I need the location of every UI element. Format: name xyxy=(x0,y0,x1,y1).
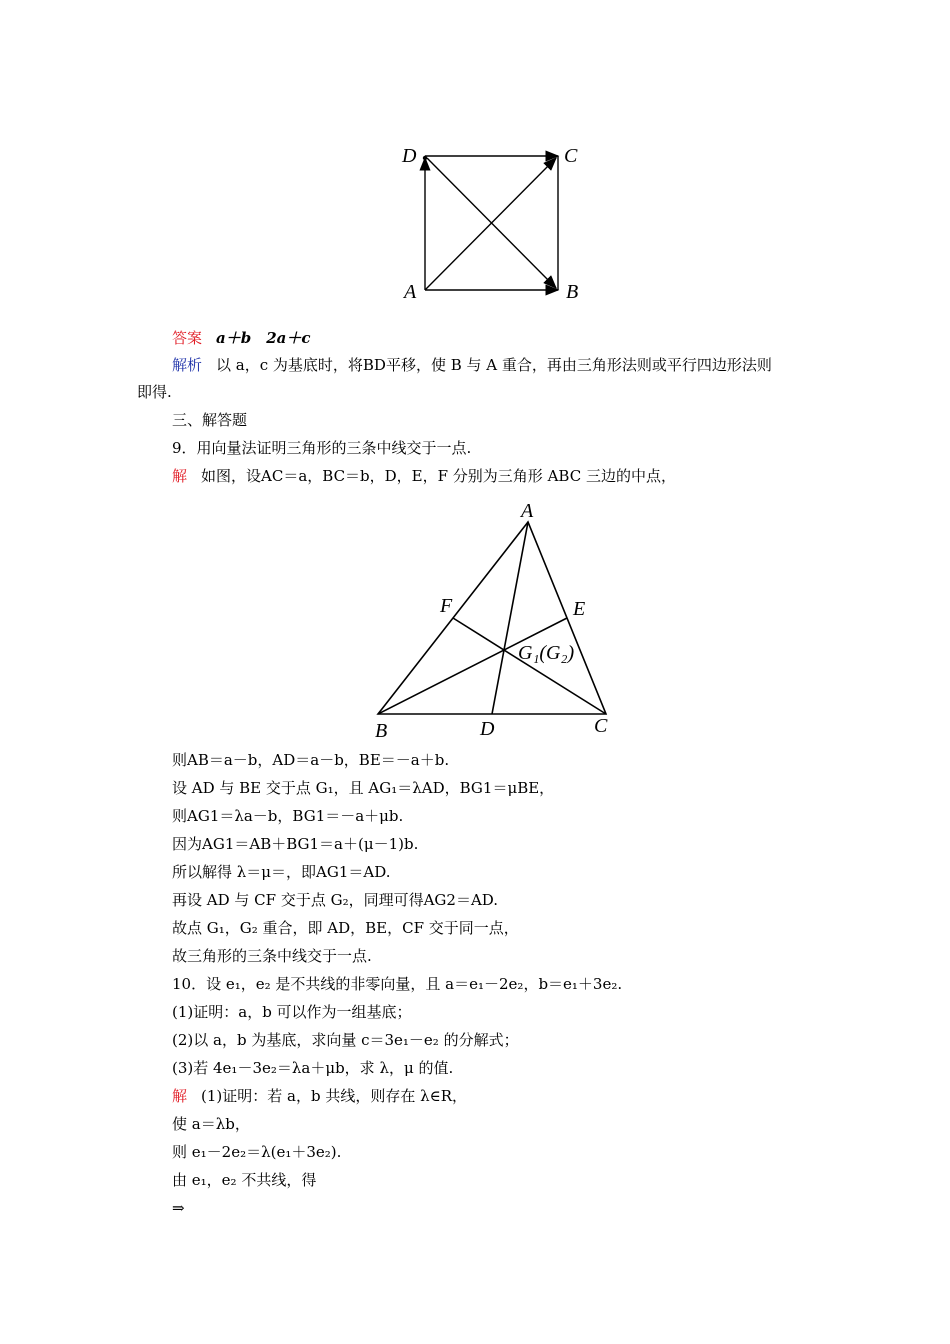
label-b: B xyxy=(375,720,388,742)
q9-solution-line-1 xyxy=(172,466,676,486)
q9-step-6: 再设 AD 与 CF 交于点 G₂，同理可得AG2＝AD. xyxy=(172,891,499,909)
diagonal-ac xyxy=(425,158,556,290)
q10-solution-line-3: 则 e₁－2e₂＝λ(e₁＋3e₂). xyxy=(172,1143,342,1161)
section-heading: 三、解答题 xyxy=(172,411,248,429)
q9-step-3: 则AG1＝λa－b，BG1＝－a＋μb. xyxy=(172,807,404,825)
median-be xyxy=(378,618,567,714)
q9-step-4: 因为AG1＝AB＋BG1＝a＋(μ－1)b. xyxy=(172,835,419,853)
analysis-line-1 xyxy=(172,355,772,375)
q10-solution-line-2: 使 a＝λb， xyxy=(172,1115,250,1133)
label-c: C xyxy=(564,145,578,167)
analysis-text: 以 a，c 为基底时，将BD平移，使 B 与 A 重合，再由三角形法则或平行四边形法则 xyxy=(216,356,772,374)
analysis-line-2: 即得. xyxy=(137,383,172,401)
label-a: A xyxy=(404,281,417,303)
median-ad xyxy=(492,522,528,714)
q9-step-7: 故点 G₁，G₂ 重合，即 AD，BE，CF 交于同一点， xyxy=(172,919,519,937)
label-a: A xyxy=(521,500,534,522)
q9-stem: 9．用向量法证明三角形的三条中线交于一点. xyxy=(172,439,472,457)
q10-part-2: (2)以 a，b 为基底，求向量 c＝3e₁－e₂ 的分解式； xyxy=(172,1031,519,1049)
q10-solution-line-5: ⇒ xyxy=(172,1199,185,1217)
q9-step-8: 故三角形的三条中线交于一点. xyxy=(172,947,372,965)
label-d: D xyxy=(480,718,495,740)
q9-step-2: 设 AD 与 BE 交于点 G₁，且 AG₁＝λAD，BG1＝μBE， xyxy=(172,779,555,797)
q10-solution-line-1 xyxy=(172,1086,467,1106)
q9-step-5: 所以解得 λ＝μ＝，即AG1＝AD. xyxy=(172,863,391,881)
q10-solution-line-4: 由 e₁，e₂ 不共线，得 xyxy=(172,1171,317,1189)
label-f: F xyxy=(440,595,453,617)
answer-text: a＋b 2a＋c xyxy=(216,329,311,347)
q10-stem: 10．设 e₁，e₂ 是不共线的非零向量，且 a＝e₁－2e₂，b＝e₁＋3e₂. xyxy=(172,975,623,993)
q9-solution-tag: 解 xyxy=(172,467,188,485)
answer-tag: 答案 xyxy=(172,329,203,347)
q10-solution-text: (1)证明：若 a，b 共线，则存在 λ∈R， xyxy=(201,1087,468,1105)
triangle-abc xyxy=(378,522,606,714)
q9-solution-text: 如图，设AC＝a，BC＝b，D，E，F 分别为三角形 ABC 三边的中点， xyxy=(201,467,676,485)
median-cf xyxy=(453,618,606,714)
q10-part-1: (1)证明：a，b 可以作为一组基底； xyxy=(172,1003,412,1021)
q10-part-3: (3)若 4e₁－3e₂＝λa＋μb，求 λ，μ 的值. xyxy=(172,1059,454,1077)
label-c: C xyxy=(594,715,608,737)
q9-step-1: 则AB＝a－b，AD＝a－b，BE＝－a＋b. xyxy=(172,751,450,769)
label-e: E xyxy=(573,598,586,620)
analysis-tag: 解析 xyxy=(172,356,203,374)
label-b: B xyxy=(566,281,579,303)
q10-solution-tag: 解 xyxy=(172,1087,188,1105)
label-d: D xyxy=(402,145,417,167)
answer-line xyxy=(172,328,311,348)
triangle-medians-figure xyxy=(358,494,628,746)
square-figure xyxy=(384,128,604,320)
label-centroid: G₁(G₂) xyxy=(518,642,575,664)
